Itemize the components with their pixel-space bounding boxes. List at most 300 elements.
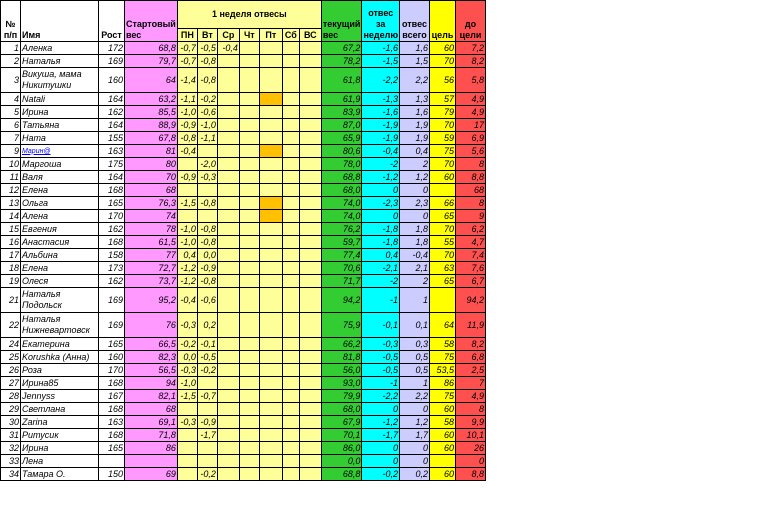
start-weight-cell: 70 bbox=[125, 171, 178, 184]
day-loss-cell: -1,0 bbox=[197, 119, 217, 132]
day-loss-cell bbox=[299, 313, 321, 338]
loss-week-cell: -1 bbox=[362, 288, 400, 313]
row-number: 27 bbox=[1, 377, 21, 390]
day-loss-cell bbox=[217, 377, 239, 390]
day-loss-cell bbox=[282, 42, 299, 55]
loss-total-cell: 1,7 bbox=[400, 429, 430, 442]
day-loss-cell: -0,2 bbox=[177, 338, 197, 351]
goal-cell: 70 bbox=[430, 55, 456, 68]
loss-week-cell: -1,8 bbox=[362, 223, 400, 236]
day-loss-cell bbox=[259, 403, 282, 416]
header-day-fri: Пт bbox=[259, 29, 282, 42]
member-name: Алена bbox=[21, 210, 99, 223]
header-day-sun: ВС bbox=[299, 29, 321, 42]
height-cell: 160 bbox=[99, 68, 125, 93]
loss-total-cell: 1,9 bbox=[400, 132, 430, 145]
goal-cell: 75 bbox=[430, 390, 456, 403]
day-loss-cell bbox=[259, 184, 282, 197]
row-number: 10 bbox=[1, 158, 21, 171]
member-name: Тамара О. bbox=[21, 468, 99, 481]
current-weight-cell: 76,2 bbox=[321, 223, 362, 236]
height-cell: 169 bbox=[99, 313, 125, 338]
day-loss-cell bbox=[217, 468, 239, 481]
goal-cell: 64 bbox=[430, 313, 456, 338]
loss-week-cell: -1,7 bbox=[362, 429, 400, 442]
start-weight-cell: 71,8 bbox=[125, 429, 178, 442]
day-loss-cell bbox=[299, 132, 321, 145]
current-weight-cell: 86,0 bbox=[321, 442, 362, 455]
table-row bbox=[1, 351, 486, 364]
loss-total-cell: 1 bbox=[400, 288, 430, 313]
loss-week-cell: -0,2 bbox=[362, 468, 400, 481]
start-weight-cell: 86 bbox=[125, 442, 178, 455]
day-loss-cell bbox=[299, 351, 321, 364]
row-number: 17 bbox=[1, 249, 21, 262]
day-loss-cell bbox=[217, 55, 239, 68]
member-name: Наталья bbox=[21, 55, 99, 68]
day-loss-cell bbox=[239, 119, 259, 132]
member-name: Олеся bbox=[21, 275, 99, 288]
day-loss-cell bbox=[282, 351, 299, 364]
table-row bbox=[1, 468, 486, 481]
loss-week-cell: -1,6 bbox=[362, 42, 400, 55]
day-loss-cell bbox=[282, 429, 299, 442]
height-cell: 158 bbox=[99, 249, 125, 262]
to-goal-cell: 11,9 bbox=[456, 313, 486, 338]
loss-week-cell: -2,2 bbox=[362, 68, 400, 93]
to-goal-cell: 8,8 bbox=[456, 171, 486, 184]
height-cell: 160 bbox=[99, 351, 125, 364]
day-loss-cell bbox=[282, 210, 299, 223]
day-loss-cell: 0,0 bbox=[177, 351, 197, 364]
current-weight-cell: 67,2 bbox=[321, 42, 362, 55]
loss-total-cell: 1,6 bbox=[400, 42, 430, 55]
loss-total-cell: 0,4 bbox=[400, 145, 430, 158]
day-loss-cell bbox=[177, 158, 197, 171]
day-loss-cell: -0,3 bbox=[177, 313, 197, 338]
day-loss-cell bbox=[177, 210, 197, 223]
day-loss-cell bbox=[299, 429, 321, 442]
day-loss-cell bbox=[239, 468, 259, 481]
to-goal-cell: 6,8 bbox=[456, 351, 486, 364]
height-cell: 175 bbox=[99, 158, 125, 171]
to-goal-cell: 8,2 bbox=[456, 55, 486, 68]
to-goal-cell: 17 bbox=[456, 119, 486, 132]
day-loss-cell bbox=[282, 468, 299, 481]
loss-week-cell: -2 bbox=[362, 158, 400, 171]
to-goal-cell: 6,2 bbox=[456, 223, 486, 236]
day-loss-cell bbox=[239, 338, 259, 351]
height-cell: 164 bbox=[99, 171, 125, 184]
day-loss-cell bbox=[177, 403, 197, 416]
day-loss-cell: -0,2 bbox=[197, 468, 217, 481]
current-weight-cell: 68,8 bbox=[321, 468, 362, 481]
loss-week-cell: -2,2 bbox=[362, 390, 400, 403]
row-number: 7 bbox=[1, 132, 21, 145]
current-weight-cell: 67,9 bbox=[321, 416, 362, 429]
loss-total-cell: 1,2 bbox=[400, 416, 430, 429]
day-loss-cell: -1,7 bbox=[197, 429, 217, 442]
loss-week-cell: 0,4 bbox=[362, 249, 400, 262]
row-number: 15 bbox=[1, 223, 21, 236]
day-loss-cell bbox=[282, 249, 299, 262]
day-loss-cell bbox=[239, 262, 259, 275]
day-loss-cell bbox=[259, 262, 282, 275]
start-weight-cell: 67,8 bbox=[125, 132, 178, 145]
day-loss-cell: -0,6 bbox=[197, 288, 217, 313]
day-loss-cell: -0,3 bbox=[177, 364, 197, 377]
start-weight-cell: 85,5 bbox=[125, 106, 178, 119]
day-loss-cell bbox=[299, 468, 321, 481]
height-cell: 172 bbox=[99, 42, 125, 55]
current-weight-cell: 94,2 bbox=[321, 288, 362, 313]
loss-week-cell: 0 bbox=[362, 403, 400, 416]
day-loss-cell bbox=[259, 223, 282, 236]
row-number: 30 bbox=[1, 416, 21, 429]
day-loss-cell bbox=[239, 275, 259, 288]
day-loss-cell: -0,7 bbox=[177, 55, 197, 68]
height-cell: 168 bbox=[99, 184, 125, 197]
start-weight-cell: 68,8 bbox=[125, 42, 178, 55]
row-number: 33 bbox=[1, 455, 21, 468]
height-cell: 155 bbox=[99, 132, 125, 145]
goal-cell: 86 bbox=[430, 377, 456, 390]
day-loss-cell bbox=[259, 119, 282, 132]
loss-total-cell: 0 bbox=[400, 184, 430, 197]
day-loss-cell bbox=[282, 93, 299, 106]
day-loss-cell bbox=[217, 197, 239, 210]
to-goal-cell: 9 bbox=[456, 210, 486, 223]
day-loss-cell: -0,1 bbox=[197, 338, 217, 351]
day-loss-cell bbox=[217, 288, 239, 313]
day-loss-cell bbox=[299, 106, 321, 119]
goal-cell: 60 bbox=[430, 42, 456, 55]
day-loss-cell bbox=[217, 68, 239, 93]
table-row bbox=[1, 262, 486, 275]
day-loss-cell: -0,8 bbox=[197, 55, 217, 68]
table-row bbox=[1, 197, 486, 210]
day-loss-cell bbox=[259, 249, 282, 262]
day-loss-cell bbox=[282, 364, 299, 377]
day-loss-cell bbox=[239, 249, 259, 262]
table-row bbox=[1, 145, 486, 158]
to-goal-cell: 10,1 bbox=[456, 429, 486, 442]
member-name: Korushka (Анна) bbox=[21, 351, 99, 364]
day-loss-cell: -0,7 bbox=[177, 42, 197, 55]
to-goal-cell: 8,8 bbox=[456, 468, 486, 481]
loss-total-cell: 1,3 bbox=[400, 93, 430, 106]
loss-total-cell: 2,2 bbox=[400, 68, 430, 93]
height-cell: 164 bbox=[99, 119, 125, 132]
goal-cell: 70 bbox=[430, 119, 456, 132]
start-weight-cell: 77 bbox=[125, 249, 178, 262]
to-goal-cell: 0 bbox=[456, 455, 486, 468]
height-cell: 169 bbox=[99, 55, 125, 68]
day-loss-cell: -1,2 bbox=[177, 262, 197, 275]
to-goal-cell: 5,8 bbox=[456, 68, 486, 93]
goal-cell: 58 bbox=[430, 338, 456, 351]
height-cell: 165 bbox=[99, 197, 125, 210]
day-loss-cell: -0,4 bbox=[177, 288, 197, 313]
member-name: Ирина85 bbox=[21, 377, 99, 390]
goal-cell: 60 bbox=[430, 429, 456, 442]
day-loss-cell bbox=[259, 442, 282, 455]
day-loss-cell bbox=[282, 338, 299, 351]
loss-total-cell: 1,2 bbox=[400, 171, 430, 184]
row-number: 22 bbox=[1, 313, 21, 338]
day-loss-cell bbox=[239, 145, 259, 158]
height-cell: 168 bbox=[99, 236, 125, 249]
to-goal-cell: 4,9 bbox=[456, 106, 486, 119]
day-loss-cell bbox=[239, 377, 259, 390]
day-loss-cell bbox=[239, 184, 259, 197]
start-weight-cell: 61,5 bbox=[125, 236, 178, 249]
member-name: Аленка bbox=[21, 42, 99, 55]
to-goal-cell: 8 bbox=[456, 197, 486, 210]
day-loss-cell bbox=[239, 288, 259, 313]
goal-cell: 65 bbox=[430, 275, 456, 288]
loss-total-cell: 0 bbox=[400, 455, 430, 468]
row-number: 5 bbox=[1, 106, 21, 119]
day-loss-cell bbox=[299, 210, 321, 223]
day-loss-cell bbox=[259, 416, 282, 429]
height-cell: 150 bbox=[99, 468, 125, 481]
day-loss-cell: -0,8 bbox=[197, 197, 217, 210]
header-loss-week: отвес за неделю bbox=[362, 1, 400, 42]
day-loss-cell bbox=[259, 197, 282, 210]
goal-cell bbox=[430, 455, 456, 468]
row-number: 3 bbox=[1, 68, 21, 93]
to-goal-cell: 8 bbox=[456, 158, 486, 171]
table-row bbox=[1, 275, 486, 288]
day-loss-cell bbox=[259, 468, 282, 481]
day-loss-cell bbox=[299, 158, 321, 171]
goal-cell: 70 bbox=[430, 158, 456, 171]
height-cell: 168 bbox=[99, 377, 125, 390]
day-loss-cell bbox=[239, 236, 259, 249]
day-loss-cell bbox=[197, 403, 217, 416]
current-weight-cell: 78,2 bbox=[321, 55, 362, 68]
loss-total-cell: 2 bbox=[400, 158, 430, 171]
goal-cell: 75 bbox=[430, 145, 456, 158]
member-name: Валя bbox=[21, 171, 99, 184]
table-row bbox=[1, 416, 486, 429]
height-cell: 167 bbox=[99, 390, 125, 403]
day-loss-cell bbox=[299, 364, 321, 377]
loss-total-cell: 1,8 bbox=[400, 223, 430, 236]
member-name: Ирина bbox=[21, 106, 99, 119]
row-number: 14 bbox=[1, 210, 21, 223]
day-loss-cell bbox=[239, 158, 259, 171]
table-row bbox=[1, 210, 486, 223]
day-loss-cell bbox=[217, 171, 239, 184]
day-loss-cell bbox=[217, 132, 239, 145]
start-weight-cell: 80 bbox=[125, 158, 178, 171]
loss-total-cell: 0 bbox=[400, 403, 430, 416]
to-goal-cell: 68 bbox=[456, 184, 486, 197]
height-cell: 168 bbox=[99, 403, 125, 416]
current-weight-cell: 68,0 bbox=[321, 403, 362, 416]
day-loss-cell bbox=[259, 351, 282, 364]
to-goal-cell: 7,6 bbox=[456, 262, 486, 275]
day-loss-cell: -0,2 bbox=[197, 364, 217, 377]
day-loss-cell bbox=[239, 68, 259, 93]
day-loss-cell: -1,5 bbox=[177, 390, 197, 403]
goal-cell: 56 bbox=[430, 68, 456, 93]
day-loss-cell bbox=[217, 403, 239, 416]
loss-week-cell: -1,6 bbox=[362, 106, 400, 119]
start-weight-cell: 76 bbox=[125, 313, 178, 338]
current-weight-cell: 66,2 bbox=[321, 338, 362, 351]
current-weight-cell: 83,9 bbox=[321, 106, 362, 119]
day-loss-cell bbox=[217, 210, 239, 223]
header-day-sat: Сб bbox=[282, 29, 299, 42]
day-loss-cell bbox=[197, 442, 217, 455]
current-weight-cell: 71,7 bbox=[321, 275, 362, 288]
day-loss-cell bbox=[239, 210, 259, 223]
member-name: Светлана bbox=[21, 403, 99, 416]
day-loss-cell bbox=[259, 106, 282, 119]
to-goal-cell: 7 bbox=[456, 377, 486, 390]
day-loss-cell bbox=[217, 145, 239, 158]
day-loss-cell bbox=[217, 223, 239, 236]
member-name: Маргоша bbox=[21, 158, 99, 171]
day-loss-cell bbox=[299, 68, 321, 93]
loss-total-cell: 0 bbox=[400, 210, 430, 223]
loss-week-cell: -0,1 bbox=[362, 313, 400, 338]
loss-week-cell: 0 bbox=[362, 210, 400, 223]
height-cell: 170 bbox=[99, 364, 125, 377]
day-loss-cell bbox=[282, 158, 299, 171]
day-loss-cell bbox=[299, 416, 321, 429]
day-loss-cell bbox=[217, 275, 239, 288]
current-weight-cell: 59,7 bbox=[321, 236, 362, 249]
start-weight-cell: 66,5 bbox=[125, 338, 178, 351]
row-number: 28 bbox=[1, 390, 21, 403]
day-loss-cell: -0,9 bbox=[177, 171, 197, 184]
row-number: 25 bbox=[1, 351, 21, 364]
header-day-thu: Чт bbox=[239, 29, 259, 42]
day-loss-cell bbox=[259, 377, 282, 390]
day-loss-cell bbox=[217, 106, 239, 119]
table-row bbox=[1, 429, 486, 442]
table-row bbox=[1, 223, 486, 236]
member-name[interactable]: Марин@ bbox=[21, 145, 99, 158]
start-weight-cell: 88,9 bbox=[125, 119, 178, 132]
header-day-mon: ПН bbox=[177, 29, 197, 42]
day-loss-cell bbox=[217, 442, 239, 455]
day-loss-cell bbox=[259, 429, 282, 442]
start-weight-cell: 63,2 bbox=[125, 93, 178, 106]
header-week: 1 неделя отвесы bbox=[177, 1, 321, 29]
day-loss-cell bbox=[217, 236, 239, 249]
day-loss-cell bbox=[282, 223, 299, 236]
day-loss-cell bbox=[217, 93, 239, 106]
day-loss-cell bbox=[217, 119, 239, 132]
day-loss-cell bbox=[177, 429, 197, 442]
height-cell: 162 bbox=[99, 106, 125, 119]
day-loss-cell bbox=[239, 403, 259, 416]
goal-cell: 55 bbox=[430, 236, 456, 249]
loss-week-cell: 0 bbox=[362, 442, 400, 455]
day-loss-cell: -1,0 bbox=[177, 236, 197, 249]
day-loss-cell bbox=[282, 55, 299, 68]
height-cell: 169 bbox=[99, 288, 125, 313]
member-name: Роза bbox=[21, 364, 99, 377]
start-weight-cell: 74 bbox=[125, 210, 178, 223]
table-row bbox=[1, 93, 486, 106]
day-loss-cell bbox=[259, 55, 282, 68]
day-loss-cell bbox=[177, 455, 197, 468]
start-weight-cell: 81 bbox=[125, 145, 178, 158]
member-name: Елена bbox=[21, 184, 99, 197]
loss-total-cell: 0 bbox=[400, 442, 430, 455]
row-number: 31 bbox=[1, 429, 21, 442]
to-goal-cell: 26 bbox=[456, 442, 486, 455]
table-row bbox=[1, 338, 486, 351]
day-loss-cell bbox=[259, 68, 282, 93]
current-weight-cell: 80,6 bbox=[321, 145, 362, 158]
current-weight-cell: 65,9 bbox=[321, 132, 362, 145]
day-loss-cell bbox=[299, 171, 321, 184]
row-number: 24 bbox=[1, 338, 21, 351]
day-loss-cell bbox=[259, 158, 282, 171]
loss-week-cell: -1,3 bbox=[362, 93, 400, 106]
header-to-goal: до цели bbox=[456, 1, 486, 42]
current-weight-cell: 74,0 bbox=[321, 210, 362, 223]
day-loss-cell: -0,7 bbox=[197, 390, 217, 403]
goal-cell: 75 bbox=[430, 351, 456, 364]
day-loss-cell bbox=[282, 442, 299, 455]
day-loss-cell: -0,5 bbox=[197, 42, 217, 55]
day-loss-cell: -0,6 bbox=[197, 106, 217, 119]
day-loss-cell bbox=[299, 262, 321, 275]
day-loss-cell: -2,0 bbox=[197, 158, 217, 171]
member-name: Ольга bbox=[21, 197, 99, 210]
start-weight-cell: 68 bbox=[125, 184, 178, 197]
day-loss-cell bbox=[282, 403, 299, 416]
goal-cell bbox=[430, 184, 456, 197]
member-name: Лена bbox=[21, 455, 99, 468]
current-weight-cell: 70,1 bbox=[321, 429, 362, 442]
loss-week-cell: -1,2 bbox=[362, 416, 400, 429]
table-row bbox=[1, 236, 486, 249]
to-goal-cell: 6,7 bbox=[456, 275, 486, 288]
day-loss-cell: -0,5 bbox=[197, 351, 217, 364]
member-name: Наталья Нижневартовск bbox=[21, 313, 99, 338]
row-number: 1 bbox=[1, 42, 21, 55]
start-weight-cell: 64 bbox=[125, 68, 178, 93]
day-loss-cell bbox=[299, 249, 321, 262]
day-loss-cell bbox=[282, 416, 299, 429]
day-loss-cell bbox=[239, 197, 259, 210]
goal-cell bbox=[430, 288, 456, 313]
loss-week-cell: -1,2 bbox=[362, 171, 400, 184]
day-loss-cell bbox=[217, 364, 239, 377]
start-weight-cell: 95,2 bbox=[125, 288, 178, 313]
start-weight-cell bbox=[125, 455, 178, 468]
day-loss-cell bbox=[259, 42, 282, 55]
day-loss-cell bbox=[239, 351, 259, 364]
loss-week-cell: -1,9 bbox=[362, 119, 400, 132]
day-loss-cell bbox=[217, 158, 239, 171]
row-number: 9 bbox=[1, 145, 21, 158]
table-row bbox=[1, 171, 486, 184]
day-loss-cell bbox=[259, 313, 282, 338]
loss-total-cell: 0,1 bbox=[400, 313, 430, 338]
day-loss-cell: -0,9 bbox=[177, 119, 197, 132]
header-goal: цель bbox=[430, 1, 456, 42]
